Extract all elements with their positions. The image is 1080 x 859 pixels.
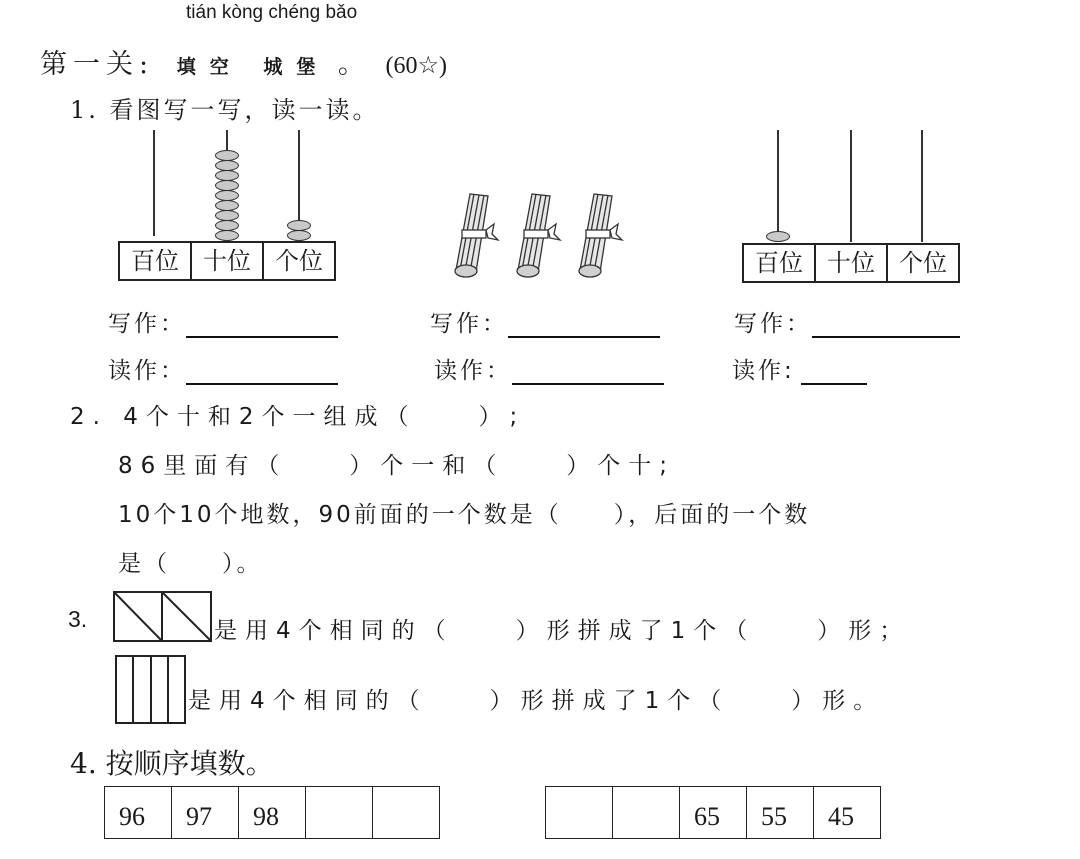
level-score: (60☆): [385, 53, 448, 79]
read-row-1: [108, 352, 338, 385]
read-label: 读作:: [732, 358, 795, 384]
write-label: 写作：: [430, 311, 508, 337]
sequence-cell: 98: [239, 787, 306, 839]
stick-bundles-image: [448, 188, 648, 280]
rectangles-square-figure: [115, 655, 187, 725]
question-2-line-1: 2. 4个十和2个一组成（ ）;: [70, 404, 526, 430]
answer-blank[interactable]: [186, 357, 338, 385]
write-row-3: [734, 305, 960, 338]
level-title: [40, 42, 447, 81]
place-tens: 十位: [192, 243, 264, 279]
question-2-line-3: 10个10个地数，90前面的一个数是（ ），后面的一个数: [118, 502, 811, 528]
abacus-rod: [921, 130, 923, 242]
sequence-blank-cell[interactable]: [373, 787, 440, 839]
write-row-1: [108, 305, 338, 338]
place-value-labels: [118, 241, 336, 281]
question-2-line-4: 是（ ）。: [118, 551, 263, 577]
abacus-rod: [850, 130, 852, 242]
stick-bundle: [579, 194, 622, 277]
answer-blank[interactable]: [512, 357, 664, 385]
question-4-title: 4. 按顺序填数。: [70, 747, 274, 780]
write-row-2: [430, 305, 660, 338]
read-row-2: [434, 352, 664, 385]
question-3-number: 3.: [68, 606, 88, 632]
read-label: 读作：: [108, 358, 186, 384]
answer-blank[interactable]: [186, 310, 338, 338]
stick-bundle: [517, 194, 560, 277]
bead: [766, 231, 790, 242]
place-hundreds: 百位: [120, 243, 192, 279]
write-label: 写作：: [734, 311, 812, 337]
bead: [287, 230, 311, 241]
place-ones: 个位: [275, 247, 323, 275]
sequence-blank-cell[interactable]: [613, 787, 680, 839]
question-1-title: 1. 看图写一写，读一读。: [70, 96, 380, 124]
write-label: 写作：: [108, 311, 186, 337]
sequence-blank-cell[interactable]: [306, 787, 373, 839]
abacus-rod: [777, 130, 779, 237]
sequence-blank-cell[interactable]: [546, 787, 613, 839]
place-tens: 十位: [816, 245, 888, 281]
place-value-labels: [742, 243, 960, 283]
question-3-line-2: 是用4个相同的（ ）形拼成了1个（ ）形。: [188, 688, 885, 714]
sequence-cell: 96: [105, 787, 172, 839]
title-pinyin: tián kòng chéng bǎo: [186, 2, 358, 23]
place-hundreds: 百位: [744, 245, 816, 281]
answer-blank[interactable]: [812, 310, 960, 338]
answer-blank[interactable]: [508, 310, 660, 338]
read-label: 读作：: [434, 358, 512, 384]
question-3-line-1: 是用4个相同的（ ）形拼成了1个（ ）形；: [214, 618, 911, 644]
bead: [215, 230, 239, 241]
level-name: 填空 城堡: [176, 56, 330, 78]
title-period: 。: [337, 49, 365, 80]
place-ones: 个位: [899, 249, 947, 277]
stick-bundle: [455, 194, 498, 277]
question-2-line-2: 86里面有（ ）个一和（ ）个十;: [118, 453, 676, 479]
number-sequence-table-2: [545, 786, 881, 839]
sequence-cell: 97: [172, 787, 239, 839]
read-row-3: [732, 352, 867, 385]
level-label: 第一关:: [40, 49, 155, 80]
sequence-cell: 55: [747, 787, 814, 839]
number-sequence-table-1: [104, 786, 440, 839]
sequence-cell: 45: [814, 787, 881, 839]
answer-blank[interactable]: [801, 357, 867, 385]
abacus-rod: [153, 130, 155, 236]
triangles-square-figure: [113, 591, 213, 643]
sequence-cell: 65: [680, 787, 747, 839]
